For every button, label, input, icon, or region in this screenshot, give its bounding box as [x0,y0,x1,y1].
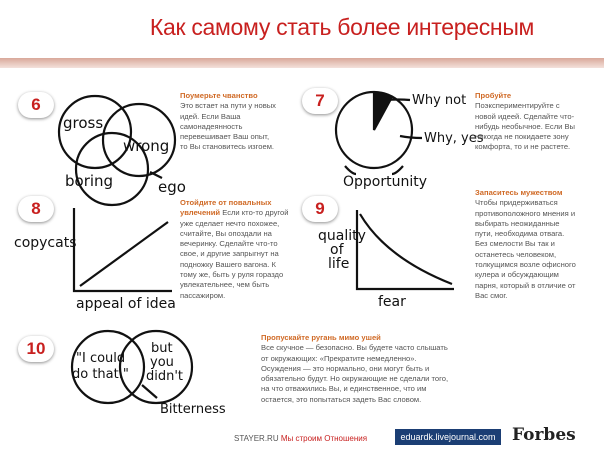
section-9-line: Вас смог. [475,290,508,300]
section-7-line: никогда не покидаете зону [475,132,569,142]
section-7-heading: Пробуйте [475,91,512,100]
section-7-line: нибудь необычное. Если Вы [475,121,576,131]
qol-ylabel-2: of [330,242,344,258]
livejournal-badge[interactable]: eduardk.livejournal.com [395,429,501,445]
qol-ylabel-1: quality [318,228,366,244]
section-8-line: уже сделает нечто похожее, [180,218,280,228]
footer-credit [234,434,367,443]
venn2-left-1: "I could [76,351,126,366]
section-8-heading: Отойдите от повальных [180,198,272,207]
section-8-line: пассажиром. [180,290,226,300]
venn-label-wrong: wrong [123,137,170,155]
section-7-text [475,91,595,153]
section-10-line: обязательно будут. Но окружающие не сделали того, [261,374,449,384]
qol-xlabel: fear [378,294,406,310]
pie-label-opportunity: Opportunity [343,174,428,190]
page-title: Как самому стать более интересным [149,14,535,40]
section-9-line: пути, необходима отвага. [475,229,565,239]
section-9-line: Чтобы придерживаться [475,198,558,208]
pie-label-why-yes: Why, yes [424,131,484,146]
section-10-line: Осуждения — это нормально, они могут быть и [261,363,430,373]
venn-label-boring: boring [65,172,114,190]
number-badge-6: 6 [18,92,54,118]
venn2-right-3: didn't [146,369,184,384]
footer-site[interactable]: STAYER.RU [234,434,279,443]
section-10-line: на что отважились Вы, и единственное, что им [261,384,427,394]
number-badge-10: 10 [18,336,54,362]
title-band [0,58,604,68]
venn2-right-2: you [150,355,174,370]
section-10-line: остается, это попытаться задеть Вас словом. [261,394,422,404]
forbes-logo: Forbes [512,425,576,445]
number-badge-7: 7 [302,88,338,114]
section-8-heading-2: увлечений [180,208,221,218]
section-8-first-rest: Если кто-то другой [220,208,289,218]
section-9-line: толкущимся возле офисного [475,260,576,270]
copycats-xlabel: appeal of idea [76,296,176,312]
section-6-line: перевешивает Ваш опыт, [180,132,270,142]
section-9-line: парня, который в отличие от [475,280,576,290]
section-8-line: вечеринку. Сделайте что-то [180,239,278,249]
section-6-line: идей. Если Ваша [180,111,241,121]
number-badge-8: 8 [18,196,54,222]
section-8-line: свое, и другие запрыгнут на [180,249,279,259]
section-8-line: тому же, быть у руля гораздо [180,270,284,280]
section-7-line: Поэкспериментируйте с [475,101,560,111]
qol-ylabel-3: life [328,256,350,272]
section-10-line: Все скучное — безопасно. Вы будете часто слышать [261,343,448,353]
venn-label-gross: gross [63,114,104,132]
section-6-line: Это встает на пути у новых [180,101,276,111]
venn2-left-2: do that." [72,367,129,382]
section-8-line: считайте, Вы опоздали на [180,228,272,238]
section-9-line: выбирать неожиданные [475,218,560,228]
section-7-line: комфорта, то и не растете. [475,142,571,152]
section-9-line: противоположного мнения и [475,208,576,218]
section-6-heading: Поумерьте чванство [180,91,258,100]
section-9-heading: Запаситесь мужеством [475,188,563,197]
section-9-line: Без смелости Вы так и [475,239,555,249]
section-8-text [180,198,302,301]
pie-label-why-not: Why not [412,93,467,108]
section-7-line: новой идеей. Сделайте что- [475,111,575,121]
section-6-line: самонадеянность [180,121,243,131]
copycats-ylabel: copycats [14,235,77,251]
section-6-text [180,91,298,153]
section-9-line: останетесь человеком, [475,249,557,259]
venn2-right-1: but [151,341,173,356]
section-8-line: подножку Вашего вагона. К [180,259,276,269]
section-6-line: то Вы становитесь изгоем. [180,142,275,152]
section-10-heading: Пропускайте ругань мимо ушей [261,333,381,342]
section-10-line: от окружающих: «Прекратите немедленно». [261,353,417,363]
venn2-bottom-bitterness: Bitterness [160,402,226,417]
venn-label-ego: ego [158,178,186,196]
section-10-text [261,333,476,405]
number-badge-9: 9 [302,196,338,222]
section-9-line: кулера и обсуждающим [475,270,559,280]
section-9-text [475,188,597,301]
section-8-line: увлекательнее, чем быть [180,280,270,290]
section-8-first-line [180,208,302,218]
footer-slogan: Мы строим Отношения [280,434,368,443]
